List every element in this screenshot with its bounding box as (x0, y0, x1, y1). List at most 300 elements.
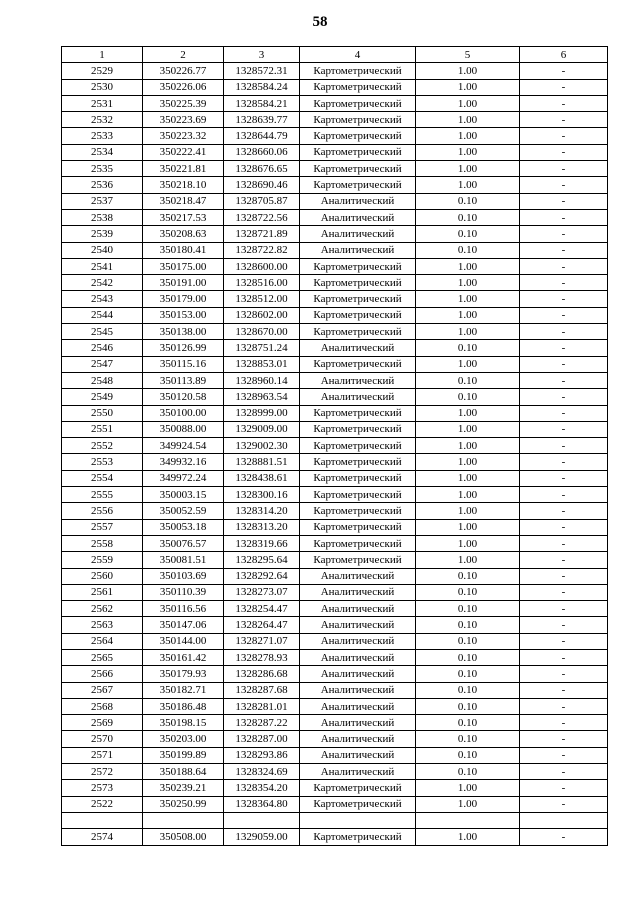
table-cell: 0.10 (416, 242, 520, 258)
table-cell: Картометрический (300, 79, 416, 95)
table-cell: 1328354.20 (224, 780, 300, 796)
table-header-row (62, 47, 608, 63)
table-cell: - (520, 633, 608, 649)
table-cell: 1.00 (416, 454, 520, 470)
table-row (62, 405, 608, 421)
table-cell (62, 812, 143, 828)
table-cell: 350221.81 (143, 161, 224, 177)
table-cell: 350081.51 (143, 552, 224, 568)
table-cell: 0.10 (416, 340, 520, 356)
table-cell: 350225.39 (143, 95, 224, 111)
table-cell: 350161.42 (143, 649, 224, 665)
table-cell: - (520, 389, 608, 405)
table-cell: 350003.15 (143, 487, 224, 503)
table-cell: 2574 (62, 829, 143, 845)
table-cell: 1328660.06 (224, 144, 300, 160)
table-cell: 1328314.20 (224, 503, 300, 519)
table-cell: 1328273.07 (224, 584, 300, 600)
table-row (62, 128, 608, 144)
table-row (62, 584, 608, 600)
table-cell: 1.00 (416, 487, 520, 503)
column-header: 2 (143, 47, 224, 63)
table-cell: Аналитический (300, 764, 416, 780)
table-cell: 0.10 (416, 209, 520, 225)
table-cell: 350218.10 (143, 177, 224, 193)
table-cell: 2544 (62, 307, 143, 323)
table-cell: 1328293.86 (224, 747, 300, 763)
table-cell: 0.10 (416, 601, 520, 617)
table-row (62, 666, 608, 682)
table-cell: - (520, 747, 608, 763)
table-cell: Картометрический (300, 454, 416, 470)
table-cell: 1328286.68 (224, 666, 300, 682)
table-cell: - (520, 291, 608, 307)
table-row (62, 438, 608, 454)
table-cell: 1328516.00 (224, 275, 300, 291)
table-cell: 1.00 (416, 63, 520, 79)
table-cell: 1.00 (416, 421, 520, 437)
table-row (62, 258, 608, 274)
table-cell: 2547 (62, 356, 143, 372)
table-cell: Аналитический (300, 568, 416, 584)
table-cell: - (520, 698, 608, 714)
table-cell: 2537 (62, 193, 143, 209)
table-row (62, 454, 608, 470)
table-cell: - (520, 242, 608, 258)
table-cell: 1.00 (416, 535, 520, 551)
table-cell: - (520, 584, 608, 600)
table-cell: Аналитический (300, 340, 416, 356)
table-cell: - (520, 324, 608, 340)
table-row (62, 617, 608, 633)
table-cell: 1.00 (416, 258, 520, 274)
table-cell: 2535 (62, 161, 143, 177)
table-cell: 2554 (62, 470, 143, 486)
table-cell: 350218.47 (143, 193, 224, 209)
table-cell: 350053.18 (143, 519, 224, 535)
column-header: 5 (416, 47, 520, 63)
table-cell: 0.10 (416, 372, 520, 388)
table-cell: 350100.00 (143, 405, 224, 421)
table-cell: 1328751.24 (224, 340, 300, 356)
table-cell: 1328300.16 (224, 487, 300, 503)
table-cell: Картометрический (300, 519, 416, 535)
table-row (62, 470, 608, 486)
table-cell: 1328319.66 (224, 535, 300, 551)
table-cell: 2540 (62, 242, 143, 258)
table-cell: Аналитический (300, 731, 416, 747)
table-cell: 2532 (62, 112, 143, 128)
table-cell: - (520, 438, 608, 454)
table-cell: - (520, 601, 608, 617)
table-cell: 1.00 (416, 161, 520, 177)
table-cell: - (520, 405, 608, 421)
table-row (62, 747, 608, 763)
table-cell: 1.00 (416, 356, 520, 372)
table-cell: 1328572.31 (224, 63, 300, 79)
table-cell: 2541 (62, 258, 143, 274)
table-cell: Аналитический (300, 682, 416, 698)
table-cell: 1328722.82 (224, 242, 300, 258)
table-cell: Аналитический (300, 584, 416, 600)
table-cell: 0.10 (416, 682, 520, 698)
table-cell: 2565 (62, 649, 143, 665)
table-cell: 1328602.00 (224, 307, 300, 323)
table-cell: 1328999.00 (224, 405, 300, 421)
table-cell (143, 812, 224, 828)
table-cell: 1.00 (416, 405, 520, 421)
table-cell: 0.10 (416, 617, 520, 633)
table-cell: Картометрический (300, 438, 416, 454)
table-row (62, 193, 608, 209)
coordinates-table (61, 46, 608, 846)
table-cell (300, 812, 416, 828)
table-cell: 350052.59 (143, 503, 224, 519)
table-cell: 2568 (62, 698, 143, 714)
table-cell: 350175.00 (143, 258, 224, 274)
table-cell (520, 812, 608, 828)
table-cell: 2533 (62, 128, 143, 144)
table-cell: 1.00 (416, 291, 520, 307)
table-cell: - (520, 715, 608, 731)
table-cell: 2562 (62, 601, 143, 617)
table-cell: 0.10 (416, 584, 520, 600)
table-cell: 350110.39 (143, 584, 224, 600)
table-cell: 2559 (62, 552, 143, 568)
table-cell: 2548 (62, 372, 143, 388)
table-cell: 1.00 (416, 144, 520, 160)
table-cell: 350179.00 (143, 291, 224, 307)
table-cell: 1.00 (416, 95, 520, 111)
table-cell: 2551 (62, 421, 143, 437)
table-cell: 2567 (62, 682, 143, 698)
table-cell: - (520, 226, 608, 242)
table-row (62, 144, 608, 160)
table-cell: 2538 (62, 209, 143, 225)
table-cell: 1328438.61 (224, 470, 300, 486)
table-cell: 2550 (62, 405, 143, 421)
table-cell: Аналитический (300, 226, 416, 242)
table-cell: 1.00 (416, 503, 520, 519)
table-cell: 0.10 (416, 698, 520, 714)
table-cell: 2557 (62, 519, 143, 535)
table-cell: - (520, 552, 608, 568)
table-cell: 0.10 (416, 764, 520, 780)
table-cell: - (520, 340, 608, 356)
table-row (62, 503, 608, 519)
table-cell: 2563 (62, 617, 143, 633)
table-cell: Аналитический (300, 666, 416, 682)
table-cell: 0.10 (416, 731, 520, 747)
table-cell: 350250.99 (143, 796, 224, 812)
table-row (62, 324, 608, 340)
table-cell: 0.10 (416, 747, 520, 763)
table-cell: 0.10 (416, 193, 520, 209)
table-cell: - (520, 193, 608, 209)
table-cell: 350138.00 (143, 324, 224, 340)
table-cell: 0.10 (416, 389, 520, 405)
table-cell: - (520, 421, 608, 437)
table-cell: 350188.64 (143, 764, 224, 780)
table-cell: Картометрический (300, 144, 416, 160)
table-row (62, 63, 608, 79)
table-cell: 1328690.46 (224, 177, 300, 193)
table-cell: 1328364.80 (224, 796, 300, 812)
table-row (62, 682, 608, 698)
table-row (62, 519, 608, 535)
table-cell: - (520, 372, 608, 388)
table-row (62, 177, 608, 193)
table-cell: 349972.24 (143, 470, 224, 486)
table-cell: - (520, 470, 608, 486)
table-cell: 1328881.51 (224, 454, 300, 470)
table-cell: - (520, 519, 608, 535)
table-cell: - (520, 258, 608, 274)
table-cell: 350153.00 (143, 307, 224, 323)
table-row (62, 715, 608, 731)
table-cell: 1328278.93 (224, 649, 300, 665)
table-cell: - (520, 666, 608, 682)
table-cell: - (520, 829, 608, 845)
table-cell: Аналитический (300, 242, 416, 258)
table-cell: 350226.77 (143, 63, 224, 79)
table-cell: 350222.41 (143, 144, 224, 160)
table-cell: 350208.63 (143, 226, 224, 242)
table-cell: 1328254.47 (224, 601, 300, 617)
table-cell: 350198.15 (143, 715, 224, 731)
table-cell: 2529 (62, 63, 143, 79)
table-cell: Аналитический (300, 601, 416, 617)
table-cell: Картометрический (300, 421, 416, 437)
table-cell: - (520, 112, 608, 128)
table-cell: Картометрический (300, 112, 416, 128)
table-cell: 350223.69 (143, 112, 224, 128)
table-cell: 350186.48 (143, 698, 224, 714)
table-cell: 2569 (62, 715, 143, 731)
table-cell: 350113.89 (143, 372, 224, 388)
table-cell: Картометрический (300, 63, 416, 79)
table-cell: 350239.21 (143, 780, 224, 796)
table-row (62, 649, 608, 665)
table-row (62, 829, 608, 845)
table-cell: 2558 (62, 535, 143, 551)
table-cell: 0.10 (416, 715, 520, 731)
table-row (62, 421, 608, 437)
table-cell: - (520, 307, 608, 323)
table-cell: 1328670.00 (224, 324, 300, 340)
table-cell: - (520, 780, 608, 796)
table-cell: 2553 (62, 454, 143, 470)
table-row (62, 812, 608, 828)
table-cell: Картометрический (300, 356, 416, 372)
table-body (62, 63, 608, 845)
table-cell: Картометрический (300, 324, 416, 340)
table-row (62, 242, 608, 258)
table-cell: 1.00 (416, 177, 520, 193)
table-cell: 2571 (62, 747, 143, 763)
table-cell: Картометрический (300, 470, 416, 486)
table-cell: Аналитический (300, 617, 416, 633)
table-cell: 350126.99 (143, 340, 224, 356)
table-cell: Аналитический (300, 649, 416, 665)
table-cell: - (520, 161, 608, 177)
table-cell: Картометрический (300, 780, 416, 796)
table-cell: - (520, 95, 608, 111)
table-cell: 2530 (62, 79, 143, 95)
column-header: 3 (224, 47, 300, 63)
table-cell: - (520, 649, 608, 665)
table-cell: 1.00 (416, 79, 520, 95)
table-row (62, 698, 608, 714)
table-cell: 1328512.00 (224, 291, 300, 307)
table-row (62, 161, 608, 177)
table-cell: - (520, 275, 608, 291)
table-cell: 350115.16 (143, 356, 224, 372)
table-cell: 1328287.22 (224, 715, 300, 731)
table-cell: 350076.57 (143, 535, 224, 551)
table-cell: 0.10 (416, 568, 520, 584)
table-cell: 350120.58 (143, 389, 224, 405)
table-cell: 1328676.65 (224, 161, 300, 177)
table-cell: 1328960.14 (224, 372, 300, 388)
table-cell: 1328721.89 (224, 226, 300, 242)
table-row (62, 226, 608, 242)
table-row (62, 487, 608, 503)
table-row (62, 209, 608, 225)
table-cell: 1.00 (416, 519, 520, 535)
table-cell: 2570 (62, 731, 143, 747)
table-cell: Картометрический (300, 258, 416, 274)
table-cell: Картометрический (300, 128, 416, 144)
table-row (62, 633, 608, 649)
table-cell: - (520, 764, 608, 780)
table-cell: Картометрический (300, 796, 416, 812)
table-cell: Картометрический (300, 487, 416, 503)
table-cell: - (520, 128, 608, 144)
table-row (62, 764, 608, 780)
table-cell: Картометрический (300, 552, 416, 568)
table-cell: 2536 (62, 177, 143, 193)
table-cell: 1328600.00 (224, 258, 300, 274)
table-row (62, 275, 608, 291)
table-cell: 2556 (62, 503, 143, 519)
table-cell: 0.10 (416, 666, 520, 682)
table-cell: 0.10 (416, 226, 520, 242)
table-cell: 2545 (62, 324, 143, 340)
table-cell: 1328324.69 (224, 764, 300, 780)
table-cell: 1.00 (416, 307, 520, 323)
table-cell: - (520, 568, 608, 584)
table-cell: Аналитический (300, 209, 416, 225)
table-cell: 1328271.07 (224, 633, 300, 649)
table-cell: 350179.93 (143, 666, 224, 682)
table-cell: 1329009.00 (224, 421, 300, 437)
table-cell: 2546 (62, 340, 143, 356)
table-cell: - (520, 144, 608, 160)
table-cell: - (520, 617, 608, 633)
table-cell: 1329002.30 (224, 438, 300, 454)
table-row (62, 796, 608, 812)
table-cell: 1.00 (416, 829, 520, 845)
table-row (62, 95, 608, 111)
table-cell: Аналитический (300, 715, 416, 731)
table-cell (224, 812, 300, 828)
table-cell: 1.00 (416, 552, 520, 568)
table-cell: 1328584.21 (224, 95, 300, 111)
table-row (62, 372, 608, 388)
column-header: 4 (300, 47, 416, 63)
table-cell: 350103.69 (143, 568, 224, 584)
table-cell: - (520, 796, 608, 812)
table-cell: Аналитический (300, 747, 416, 763)
table-cell: 1328287.00 (224, 731, 300, 747)
table-cell: 1328705.87 (224, 193, 300, 209)
table-cell: 350088.00 (143, 421, 224, 437)
table-cell: Аналитический (300, 698, 416, 714)
table-cell: 1328722.56 (224, 209, 300, 225)
table-cell (416, 812, 520, 828)
table-cell: 1.00 (416, 128, 520, 144)
table-cell: - (520, 356, 608, 372)
table-cell: 350180.41 (143, 242, 224, 258)
table-cell: 2573 (62, 780, 143, 796)
table-cell: 350226.06 (143, 79, 224, 95)
column-header: 6 (520, 47, 608, 63)
table-row (62, 568, 608, 584)
table-cell: 0.10 (416, 633, 520, 649)
table-cell: 2542 (62, 275, 143, 291)
table-row (62, 552, 608, 568)
table-cell: 2561 (62, 584, 143, 600)
table-cell: 1328292.64 (224, 568, 300, 584)
table-cell: 350199.89 (143, 747, 224, 763)
table-cell: 1328287.68 (224, 682, 300, 698)
column-header: 1 (62, 47, 143, 63)
table-cell: Картометрический (300, 95, 416, 111)
table-row (62, 307, 608, 323)
table-cell: 2555 (62, 487, 143, 503)
table-cell: - (520, 63, 608, 79)
table-cell: 1.00 (416, 112, 520, 128)
table-cell: - (520, 535, 608, 551)
table-cell: Картометрический (300, 307, 416, 323)
table-cell: 350144.00 (143, 633, 224, 649)
table-row (62, 291, 608, 307)
table-cell: Аналитический (300, 389, 416, 405)
table-cell: Аналитический (300, 193, 416, 209)
table-cell: 2543 (62, 291, 143, 307)
table-cell: 1328264.47 (224, 617, 300, 633)
table-cell: 2572 (62, 764, 143, 780)
page-number: 58 (312, 14, 328, 30)
table-row (62, 112, 608, 128)
table-cell: 2564 (62, 633, 143, 649)
table-row (62, 731, 608, 747)
table-row (62, 780, 608, 796)
table-cell: Картометрический (300, 161, 416, 177)
table-cell: 1328584.24 (224, 79, 300, 95)
table-cell: 1329059.00 (224, 829, 300, 845)
table-cell: 1328639.77 (224, 112, 300, 128)
table-cell: 2566 (62, 666, 143, 682)
table-cell: 350191.00 (143, 275, 224, 291)
table-row (62, 340, 608, 356)
table-cell: 2560 (62, 568, 143, 584)
table-cell: 2534 (62, 144, 143, 160)
table-cell: Картометрический (300, 829, 416, 845)
table-cell: - (520, 731, 608, 747)
table-cell: 1.00 (416, 470, 520, 486)
